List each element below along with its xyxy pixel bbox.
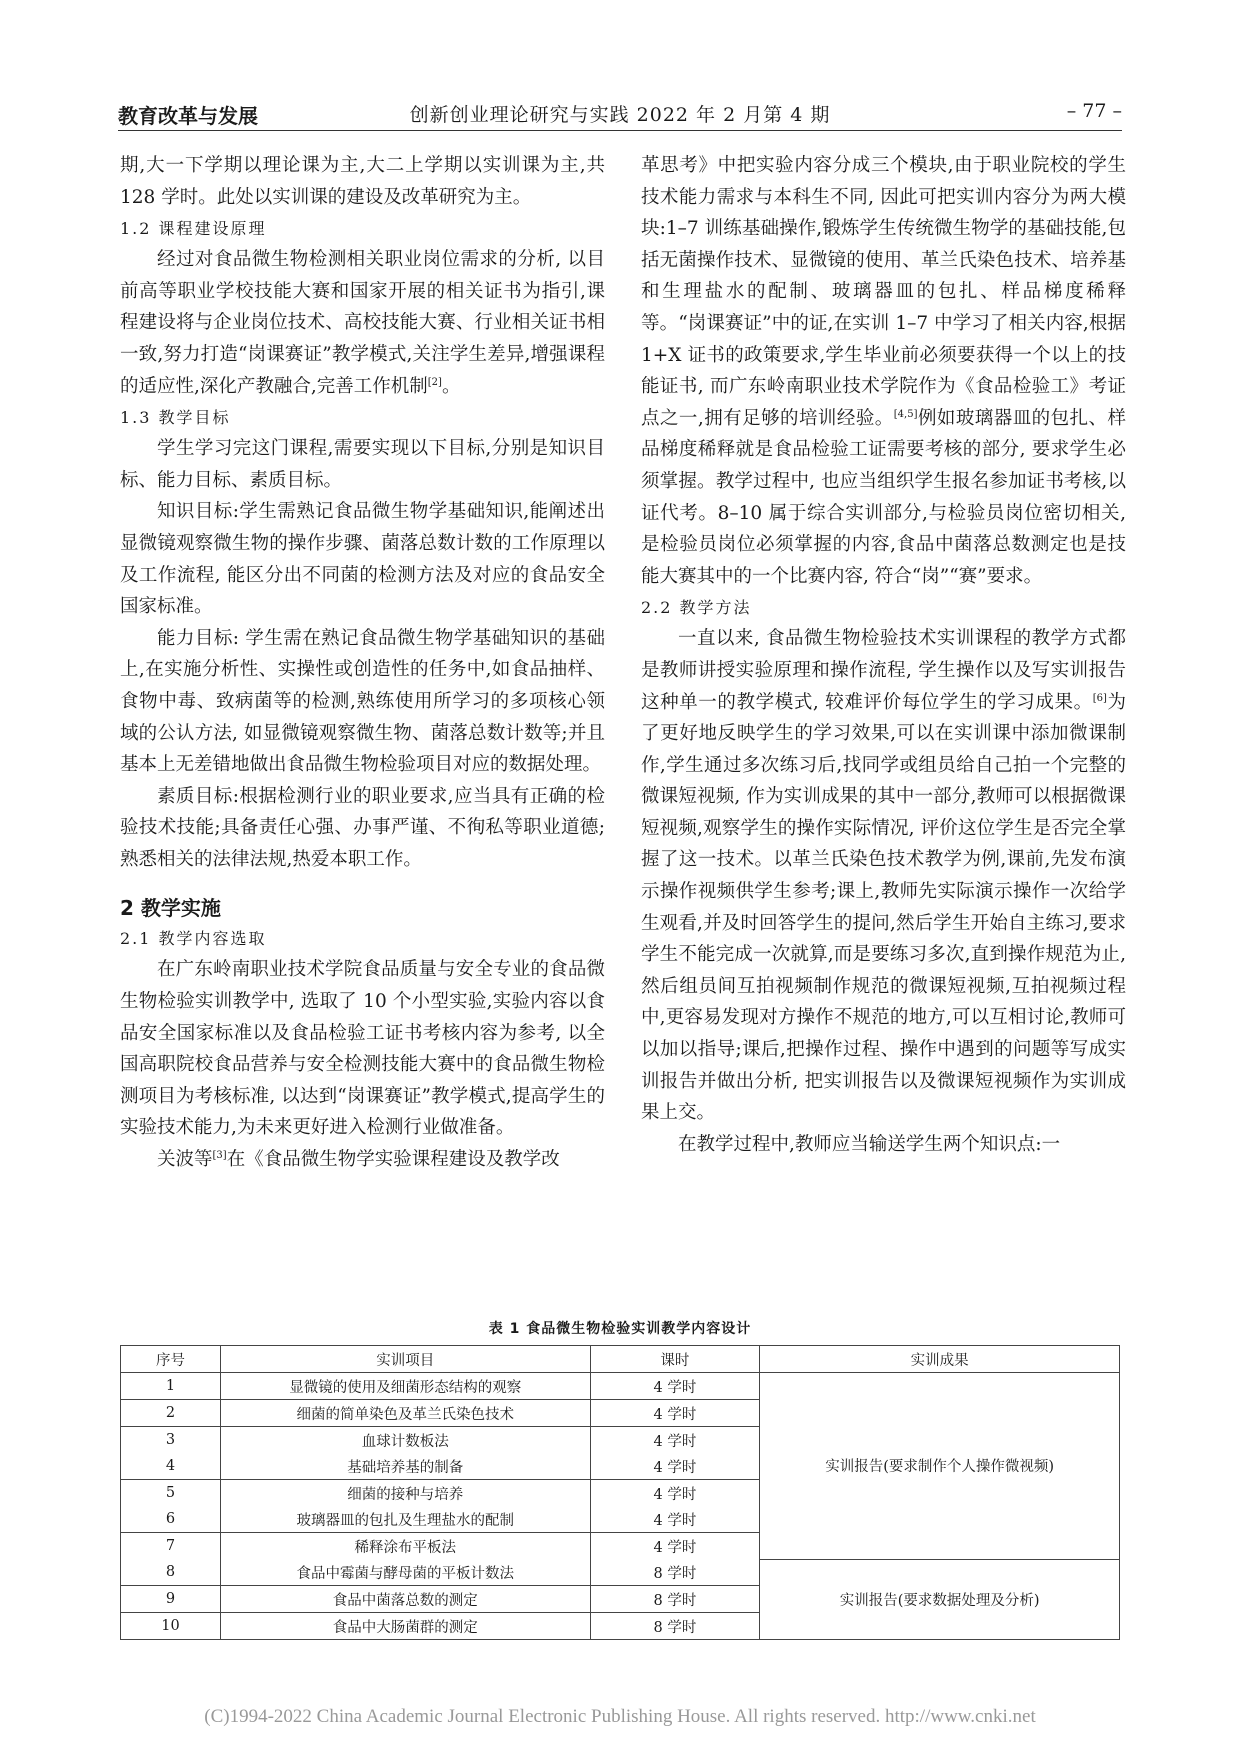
paragraph: 一直以来, 食品微生物检验技术实训课程的教学方式都是教师讲授实验原理和操作流程, 学生操作以及写实训报告这种单一的教学模式, 较难评价每位学生的学习成果。[6]为了更好地反映学生的学习效果,可以在实训课中添加微课制作,学生通过多次练习后,找同学或组员给自己拍一个完整的微课短视频, 作为实训成果的其中一部分,教师可以根据微课短视频,观察学生的操作实际情况, 评价这位学生是否完全掌握了这一技术。以革兰氏染色技术教学为例,课前,先发布演示操作视频供学生参考;课上,教师先实际演示操作一次给学生观看,并及时回答学生的提问,然后学生开始自主练习,要求学生不能完成一次就算,而是要练习多次,直到操作规范为止,然后组员间互拍视频制作规范的微课短视频,互拍视频过程中,更容易发现对方操作不规范的地方,可以互相讨论,教师可以加以指导;课后,把操作过程、操作中遇到的问题等写成实训报告并做出分析, 把实训报告以及微课短视频作为实训成果上交。 [641, 628, 1126, 1124]
right-column [641, 150, 1126, 1160]
column-header: 序号 [121, 1346, 221, 1373]
row-hours: 4 学时 [590, 1533, 760, 1560]
row-hours: 8 学时 [590, 1613, 760, 1640]
row-project: 基础培养基的制备 [220, 1453, 590, 1480]
row-number: 8 [121, 1559, 221, 1586]
paragraph: 期,大一下学期以理论课为主,大二上学期以实训课为主,共 128 学时。此处以实训课的建设及改革研究为主。 [120, 155, 605, 208]
table-header-row [121, 1346, 1120, 1373]
row-outcome: 实训报告(要求制作个人操作微视频) [760, 1373, 1120, 1560]
row-hours: 8 学时 [590, 1586, 760, 1613]
row-number: 2 [121, 1400, 221, 1427]
column-header: 实训项目 [220, 1346, 590, 1373]
column-header: 课时 [590, 1346, 760, 1373]
citation: [3] [212, 1150, 227, 1162]
row-number: 7 [121, 1533, 221, 1560]
row-project: 食品中大肠菌群的测定 [220, 1613, 590, 1640]
row-number: 6 [121, 1506, 221, 1533]
row-outcome: 实训报告(要求数据处理及分析) [760, 1559, 1120, 1640]
subsection-heading: 1.2 课程建设原理 [120, 219, 267, 239]
citation: [2] [427, 376, 442, 388]
row-hours: 4 学时 [590, 1506, 760, 1533]
paragraph: 革思考》中把实验内容分成三个模块,由于职业院校的学生技术能力需求与本科生不同, 因此可把实训内容分为两大模块:1–7 训练基础操作,锻炼学生传统微生物学的基础技能,包括无菌操作技术、显微镜的使用、革兰氏染色技术、培养基和生理盐水的配制、玻璃器皿的包扎、样品梯度稀释等。“岗课赛证”中的证,在实训 1–7 中学习了相关内容,根据 1+X 证书的政策要求,学生毕业前必须要获得一个以上的技能证书, 而广东岭南职业技术学院作为《食品检验工》考证点之一,拥有足够的培训经验。[4,5]例如玻璃器皿的包扎、样品梯度稀释就是食品检验工证需要考核的部分, 要求学生必须掌握。教学过程中, 也应当组织学生报名参加证书考核,以证代考。8–10 属于综合实训部分,与检验员岗位密切相关,是检验员岗位必须掌握的内容,食品中菌落总数测定也是技能大赛其中的一个比赛内容, 符合“岗”“赛”要求。 [641, 155, 1126, 587]
table-row [121, 1373, 1120, 1400]
row-number: 10 [121, 1613, 221, 1640]
paragraph: 经过对食品微生物检测相关职业岗位需求的分析, 以目前高等职业学校技能大赛和国家开展的相关证书为指引,课程建设将与企业岗位技术、高校技能大赛、行业相关证书相一致,努力打造“岗课赛证”教学模式,关注学生差异,增强课程的适应性,深化产教融合,完善工作机制[2]。 [120, 249, 605, 397]
row-hours: 4 学时 [590, 1427, 760, 1454]
row-hours: 4 学时 [590, 1453, 760, 1480]
page-header [118, 92, 1122, 132]
row-project: 细菌的接种与培养 [220, 1480, 590, 1507]
row-number: 3 [121, 1427, 221, 1454]
column-header: 实训成果 [760, 1346, 1120, 1373]
paragraph: 在教学过程中,教师应当输送学生两个知识点:一 [678, 1133, 1061, 1155]
row-project: 食品中霉菌与酵母菌的平板计数法 [220, 1559, 590, 1586]
row-number: 9 [121, 1586, 221, 1613]
paragraph: 关波等[3]在《食品微生物学实验课程建设及教学改 [157, 1149, 560, 1171]
row-number: 1 [121, 1373, 221, 1400]
subsection-heading: 1.3 教学目标 [120, 408, 231, 428]
section-name: 教育改革与发展 [118, 104, 258, 128]
header-rule [118, 130, 1122, 131]
row-project: 血球计数板法 [220, 1427, 590, 1454]
citation: [4,5] [893, 408, 918, 420]
row-project: 稀释涂布平板法 [220, 1533, 590, 1560]
left-column [120, 150, 605, 1176]
row-hours: 8 学时 [590, 1559, 760, 1586]
paragraph: 素质目标:根据检测行业的职业要求,应当具有正确的检验技术技能;具备责任心强、办事严谨、不徇私等职业道德;熟悉相关的法律法规,热爱本职工作。 [120, 785, 605, 870]
section-heading: 2 教学实施 [120, 896, 221, 921]
row-number: 5 [121, 1480, 221, 1507]
row-hours: 4 学时 [590, 1400, 760, 1427]
row-project: 细菌的简单染色及革兰氏染色技术 [220, 1400, 590, 1427]
row-hours: 4 学时 [590, 1373, 760, 1400]
row-number: 4 [121, 1453, 221, 1480]
table-caption: 表 1 食品微生物检验实训教学内容设计 [488, 1321, 752, 1337]
journal-issue: 创新创业理论研究与实践 2022 年 2 月第 4 期 [409, 104, 831, 126]
paragraph: 学生学习完这门课程,需要实现以下目标,分别是知识目标、能力目标、素质目标。 [120, 438, 605, 491]
subsection-heading: 2.1 教学内容选取 [120, 929, 267, 949]
row-project: 玻璃器皿的包扎及生理盐水的配制 [220, 1506, 590, 1533]
copyright-footer: (C)1994-2022 China Academic Journal Electronic Publishing House. All rights reserved. http://www.cnki.net [204, 1706, 1036, 1727]
paragraph: 知识目标:学生需熟记食品微生物学基础知识,能阐述出显微镜观察微生物的操作步骤、菌落总数计数的工作原理以及工作流程, 能区分出不同菌的检测方法及对应的食品安全国家标准。 [120, 501, 605, 618]
citation: [6] [1092, 692, 1107, 704]
table-row [121, 1559, 1120, 1586]
course-content-table [120, 1345, 1120, 1640]
paragraph: 在广东岭南职业技术学院食品质量与安全专业的食品微生物检验实训教学中, 选取了 10 个小型实验,实验内容以食品安全国家标准以及食品检验工证书考核内容为参考, 以全国高职院校食品营养与安全检测技能大赛中的食品微生物检测项目为考核标准, 以达到“岗课赛证”教学模式,提高学生的实验技术能力,为未来更好进入检测行业做准备。 [120, 959, 605, 1139]
paragraph: 能力目标: 学生需在熟记食品微生物学基础知识的基础上,在实施分析性、实操性或创造性的任务中,如食品抽样、食物中毒、致病菌等的检测,熟练使用所学习的多项核心领域的公认方法, 如显微镜观察微生物、菌落总数计数等;并且基本上无差错地做出食品微生物检验项目对应的数据处理。 [120, 627, 605, 776]
page-number: – 77 – [1066, 100, 1122, 122]
row-project: 食品中菌落总数的测定 [220, 1586, 590, 1613]
row-hours: 4 学时 [590, 1480, 760, 1507]
row-project: 显微镜的使用及细菌形态结构的观察 [220, 1373, 590, 1400]
subsection-heading: 2.2 教学方法 [641, 598, 752, 618]
